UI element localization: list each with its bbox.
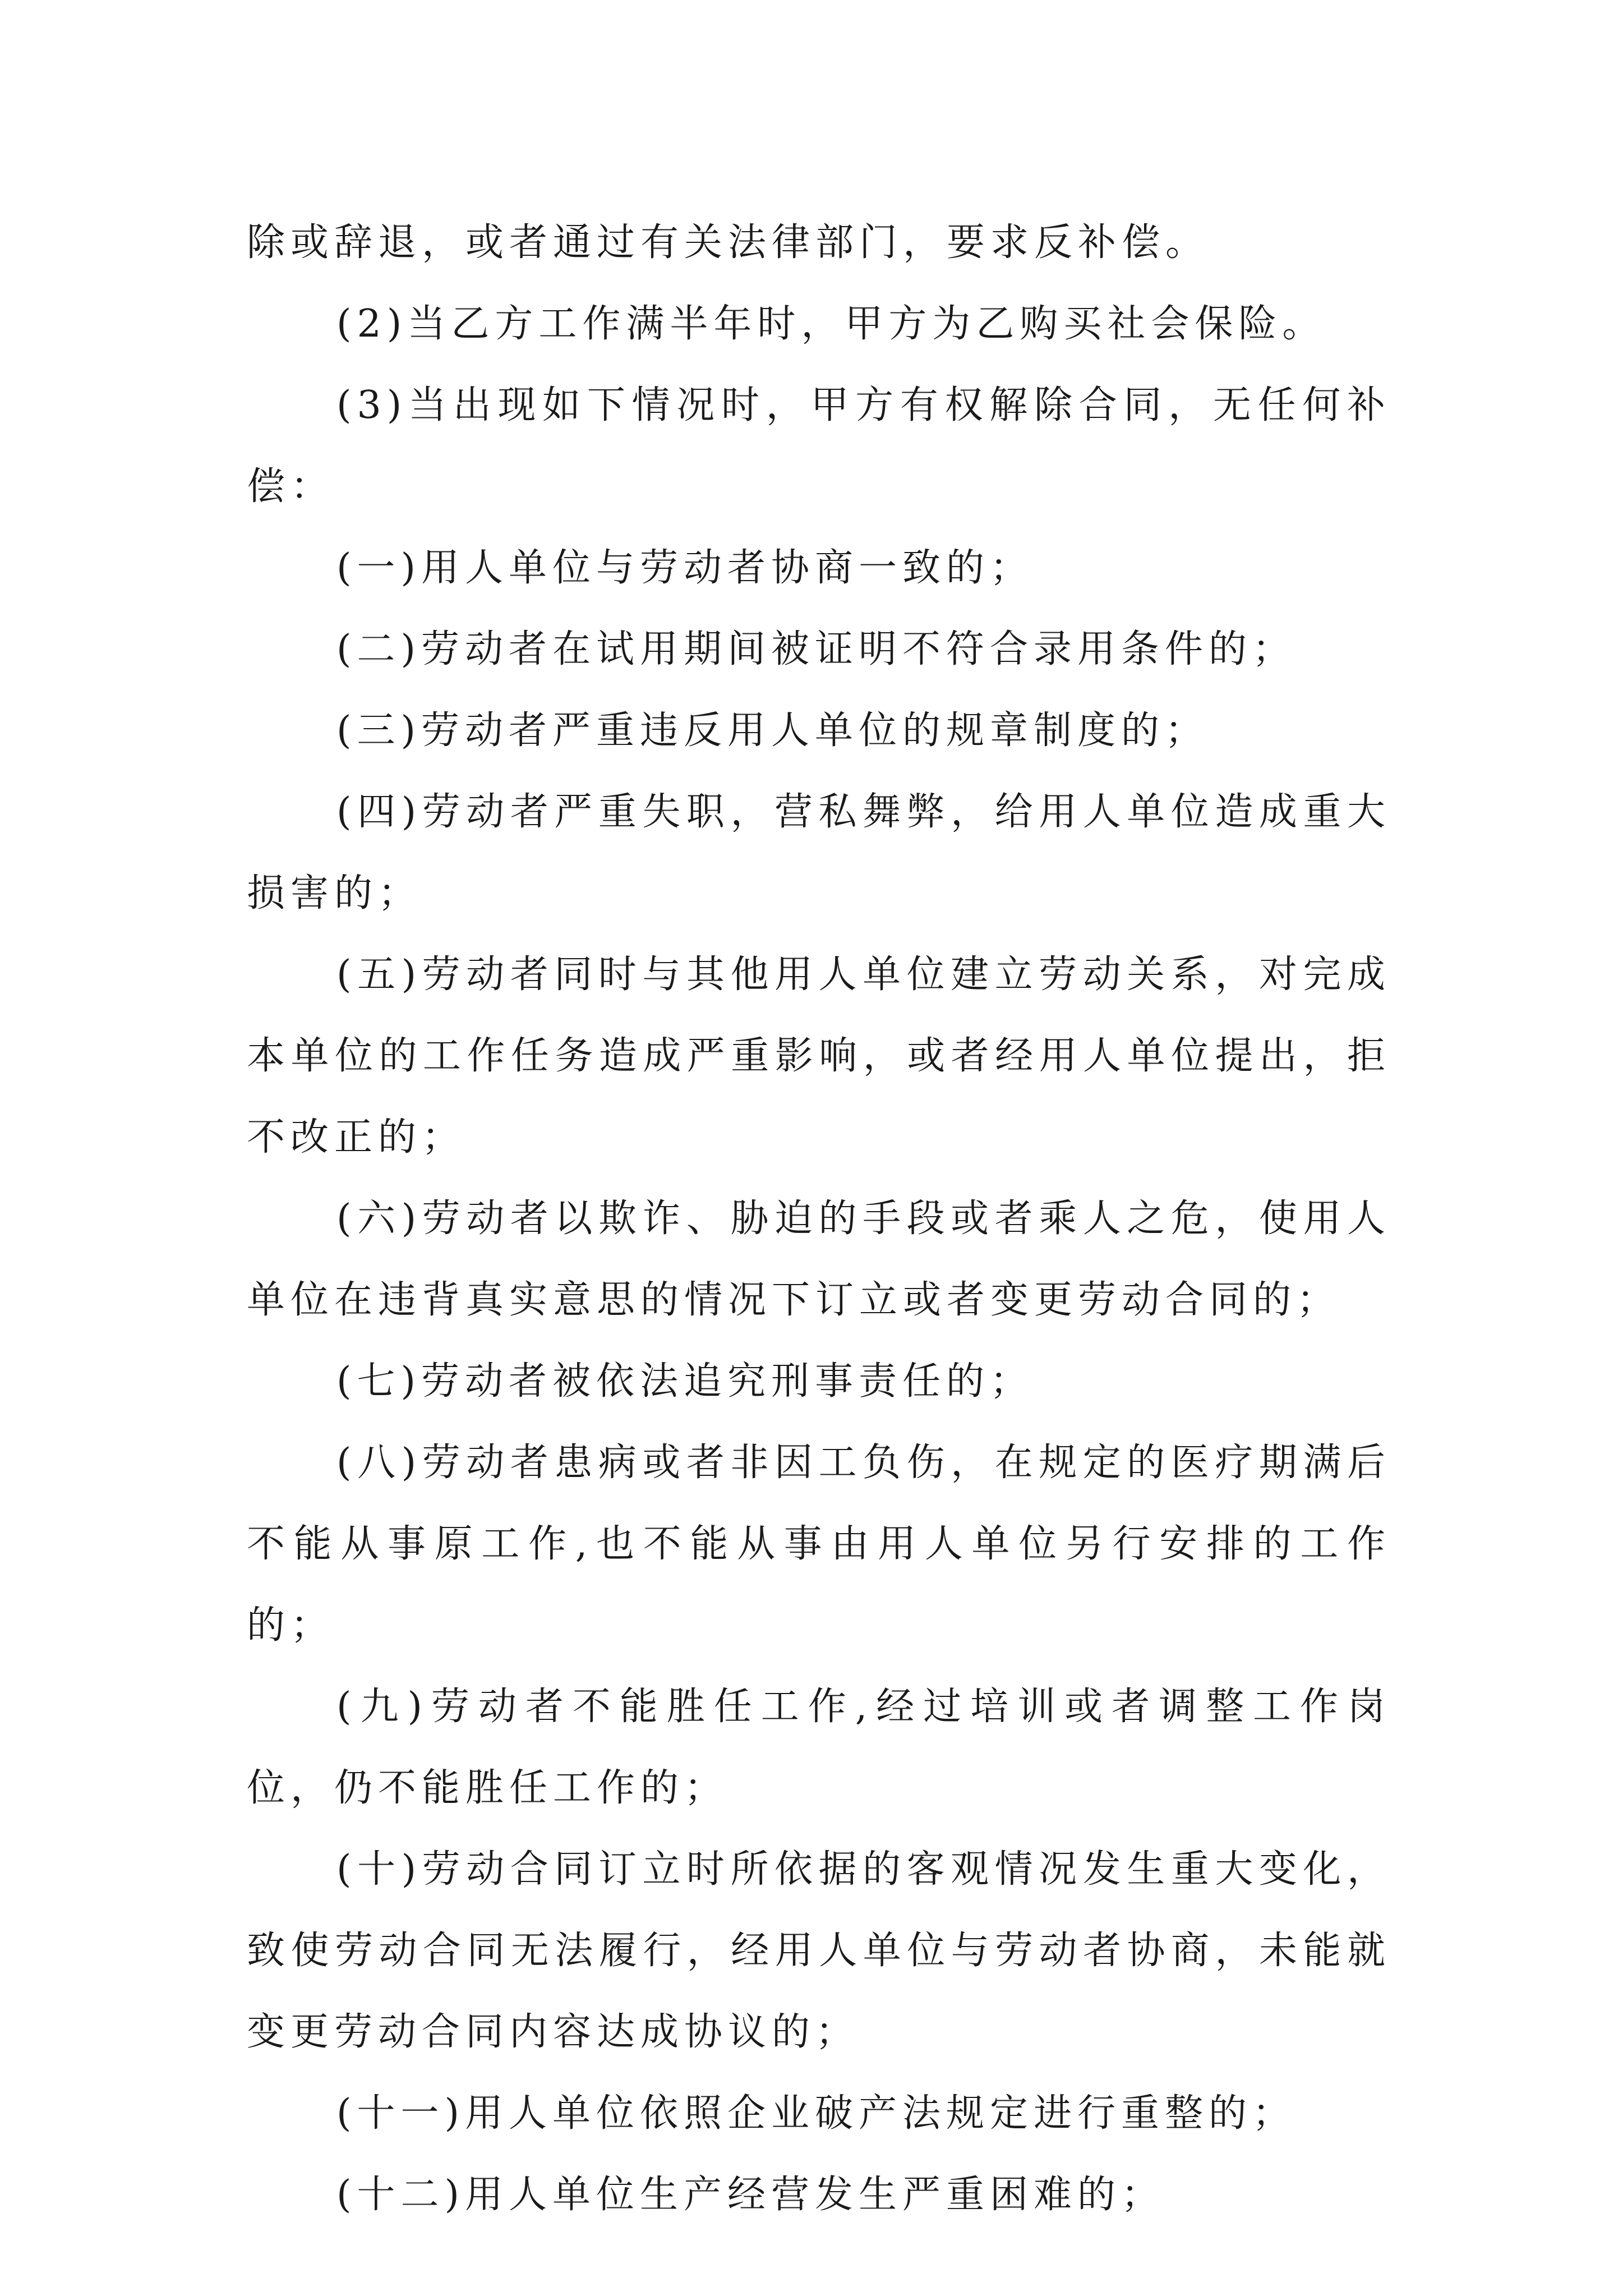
list-item-6: (六)劳动者以欺诈、胁迫的手段或者乘人之危，使用人单位在违背真实意思的情况下订立或者变更劳动合同的； [247, 1197, 1391, 1322]
list-item-10: (十)劳动合同订立时所依据的客观情况发生重大变化，致使劳动合同无法履行，经用人单位与劳动者协商，未能就变更劳动合同内容达成协议的； [247, 1847, 1391, 2054]
list-item-3: (三)劳动者严重违反用人单位的规章制度的； [336, 708, 1209, 753]
list-item-2: (二)劳动者在试用期间被证明不符合录用条件的； [336, 627, 1297, 671]
document-body [247, 202, 1391, 2235]
list-item-4: (四)劳动者严重失职，营私舞弊，给用人单位造成重大损害的； [247, 790, 1391, 915]
list-item-1: (一)用人单位与劳动者协商一致的； [336, 546, 1034, 590]
list-item-7: (七)劳动者被依法追究刑事责任的； [336, 1359, 1034, 1404]
paragraph-clause-3: (3)当出现如下情况时，甲方有权解除合同，无任何补偿： [247, 383, 1391, 509]
list-item-12: (十二)用人单位生产经营发生严重困难的； [336, 2173, 1165, 2217]
list-item-11: (十一)用人单位依照企业破产法规定进行重整的； [336, 2091, 1297, 2136]
paragraph-continuation: 除或辞退，或者通过有关法律部门，要求反补偿。 [247, 220, 1210, 265]
list-item-8: (八)劳动者患病或者非因工负伤，在规定的医疗期满后不能从事原工作,也不能从事由用人单位另行安排的工作的； [247, 1441, 1391, 1648]
list-item-5: (五)劳动者同时与其他用人单位建立劳动关系，对完成本单位的工作任务造成严重影响，或者经用人单位提出，拒不改正的； [247, 953, 1391, 1159]
list-item-9: (九)劳动者不能胜任工作,经过培训或者调整工作岗位，仍不能胜任工作的； [247, 1685, 1391, 1810]
paragraph-clause-2: (2)当乙方工作满半年时，甲方为乙购买社会保险。 [336, 302, 1326, 346]
